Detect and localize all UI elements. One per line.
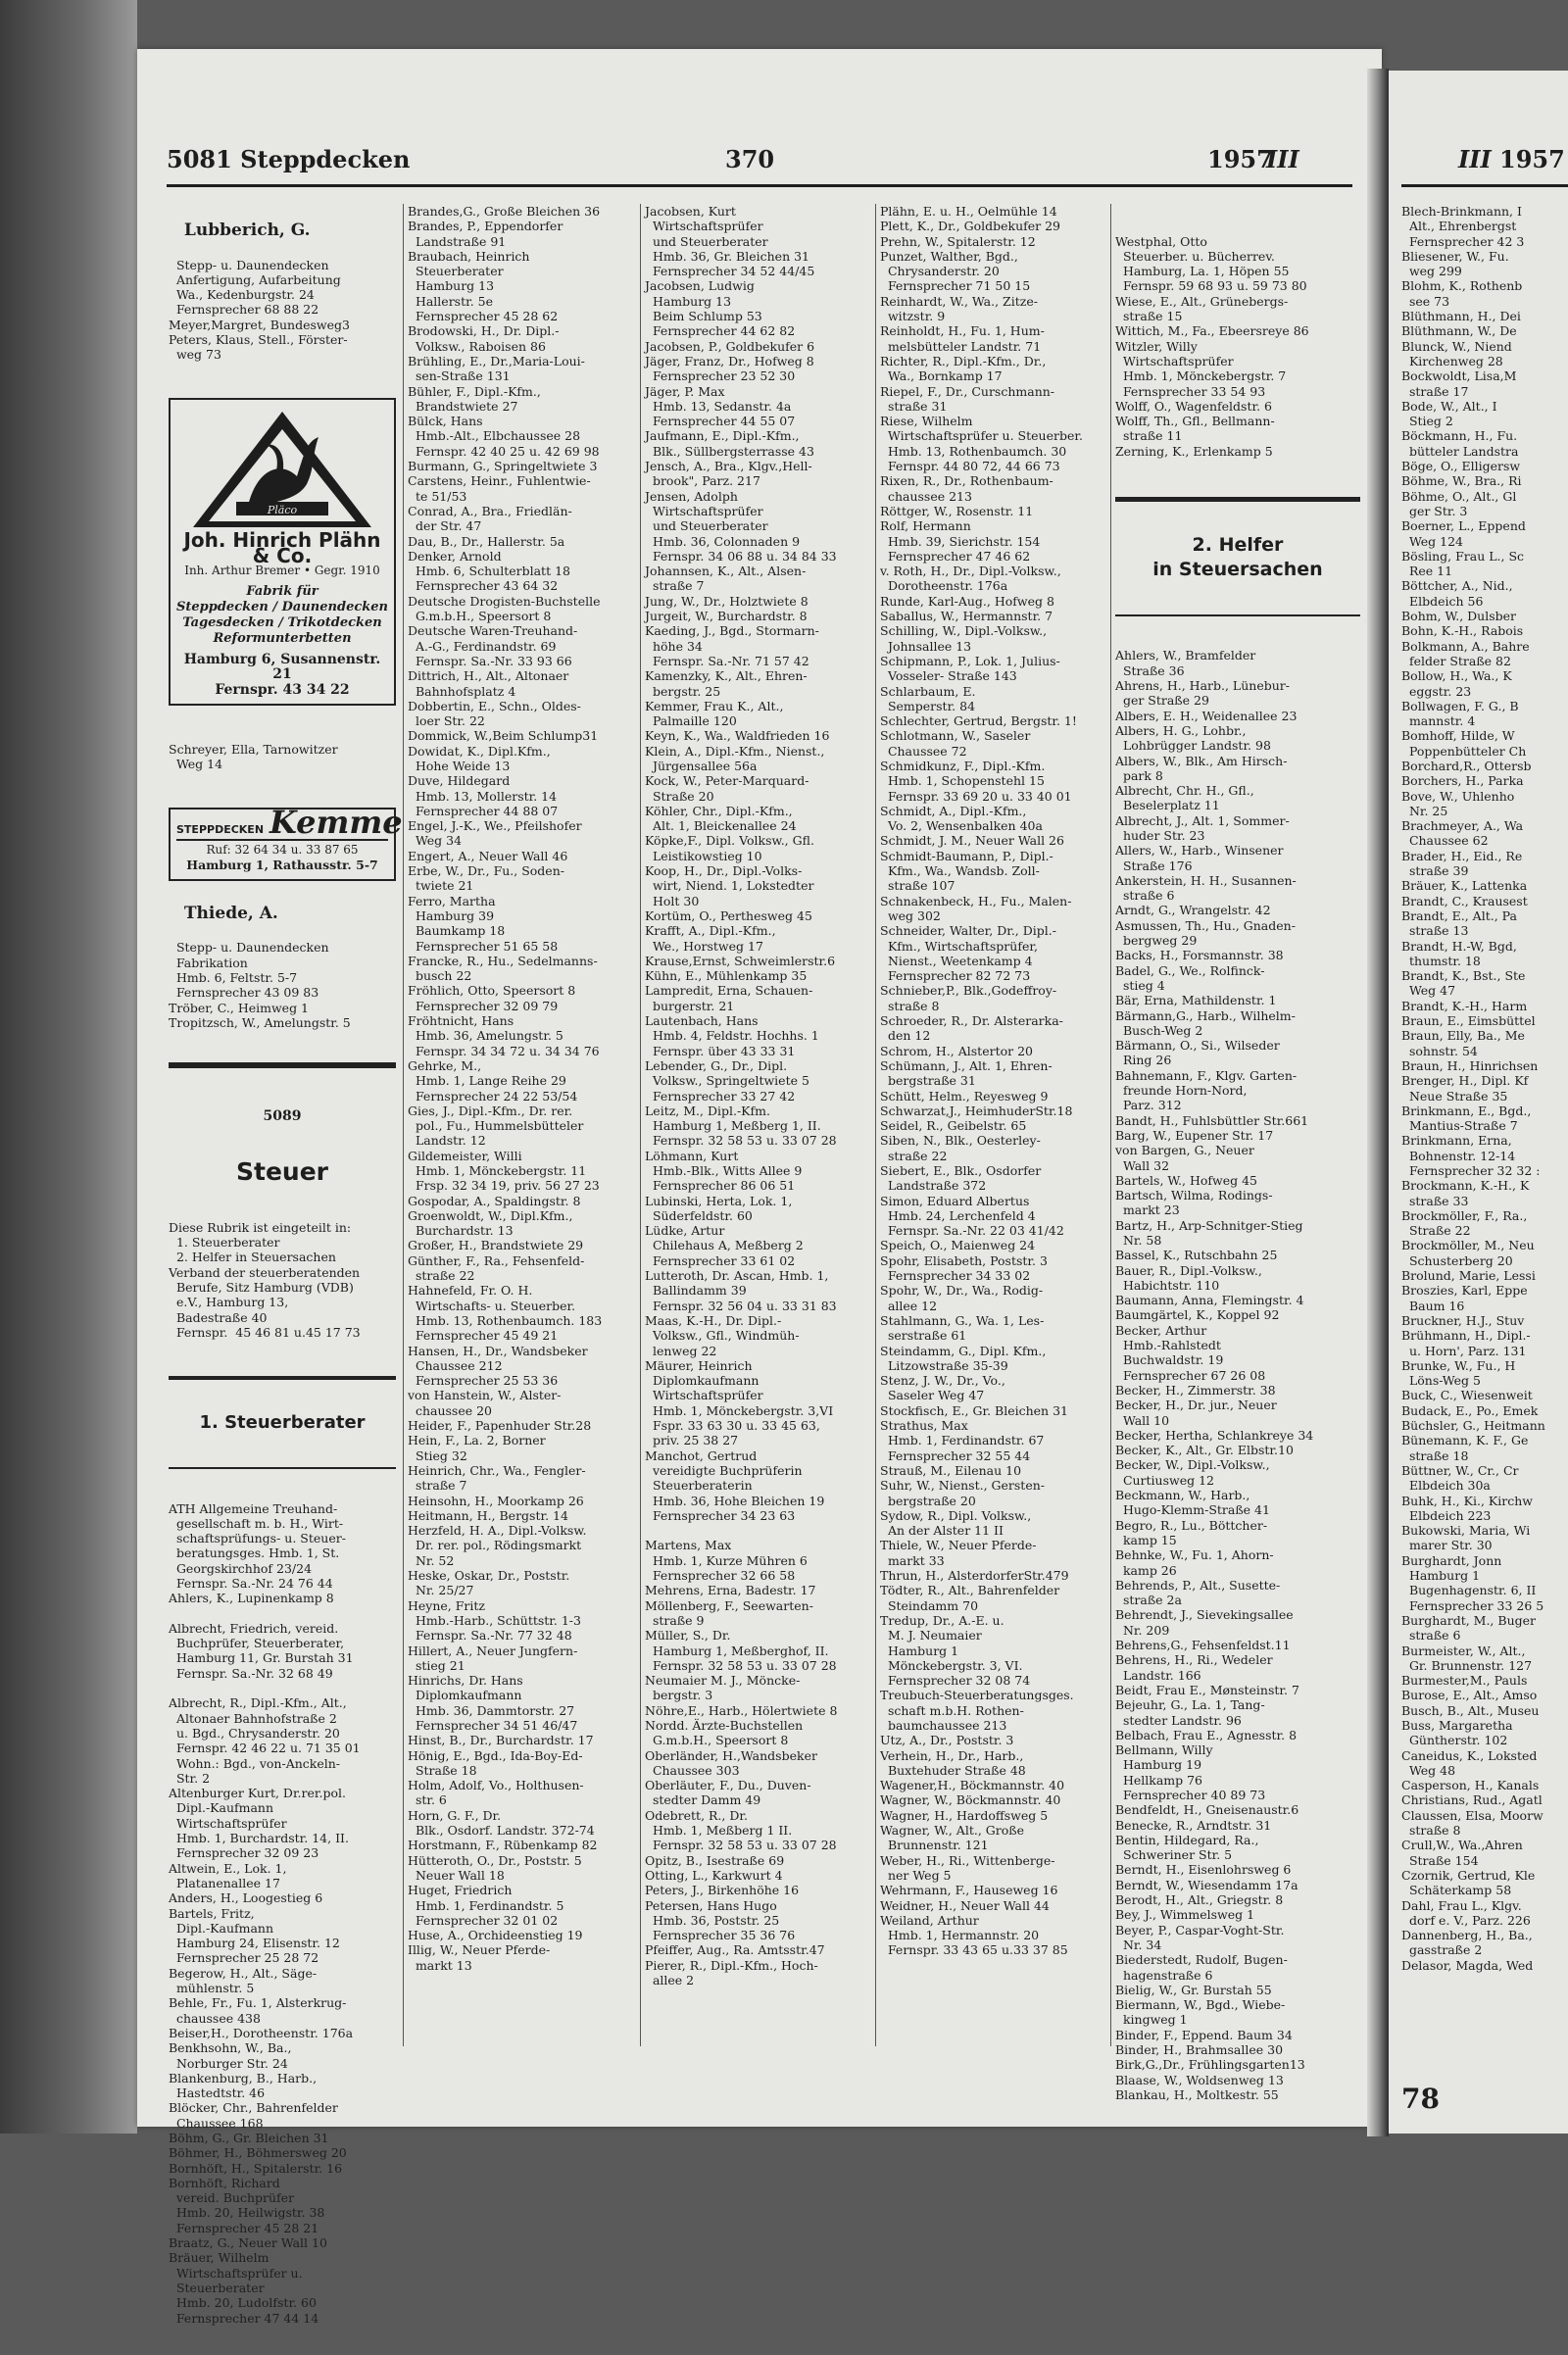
ad-kemme: [169, 803, 403, 881]
entry-thiede: Thiede, A.: [183, 904, 278, 924]
plaehn-phone: Fernspr. 43 34 22: [215, 681, 350, 698]
book-edge-shadow: [0, 0, 137, 2134]
helfer-entries: Ahlers, W., Bramfelder Straße 36 Ahrens, H., Harb., Lünebur- ger Straße 29 Albers, E. H., Weidenallee 23 Albers, H. G., Lohbr., Lohbrügger Landstr. 98 Albers, W., Blk., Am Hirsch- park 8 Albrecht, Chr. H., Gfl., Beselerplatz 11 Albrecht, J., Alt. 1, Sommer- huder Str. 23 Allers, W., Harb., Winsener Straße 176 Ankerstein, H. H., Susannen- straße 6 Arndt, G., Wrangelstr. 42 Asmussen, Th., Hu., Gnaden- bergweg 29 Backs, H., Forsmannstr. 38 Badel, G., We., Rolfinck- stieg 4 Bär, Erna, Mathildenstr. 1 Bärmann,G., Harb., Wilhelm- Busch-Weg 2 Bärmann, O., Si., Wilseder Ring 26 Bahnemann, F., Klgv. Garten- freunde Horn-Nord, Parz. 312 Bandt, H., Fuhlsbüttler Str.661 Barg, W., Eupener Str. 17 von Bargen, G., Neuer Wall 32 Bartels, W., Hofweg 45 Bartsch, Wilma, Rodings- markt 23 Bartz, H., Arp-Schnitger-Stieg Nr. 58 Bassel, K., Rutschbahn 25 Bauer, R., Dipl.-Volksw., Habichtstr. 110 Baumann, Anna, Flemingstr. 4 Baumgärtel, K., Koppel 92 Becker, Arthur Hmb.-Rahlstedt Buchwaldstr. 19 Fernsprecher 67 26 08 Becker, H., Zimmerstr. 38 Becker, H., Dr. jur., Neuer Wall 10 Becker, Hertha, Schlankreye 34 Becker, K., Alt., Gr. Elbstr.10 Becker, W., Dipl.-Volksw., Curtiusweg 12 Beckmann, W., Harb., Hugo-Klemm-Straße 41 Begro, R., Lu., Böttcher- kamp 15 Behnke, W., Fu. 1, Ahorn- kamp 26 Behrends, P., Alt., Susette- straße 2a Behrendt, J., Sievekingsallee Nr. 209 Behrens,G., Fehsenfeldst.11 Behrens, H., Ri., Wedeler Landstr. 166 Beidt, Frau E., Mønsteinstr. 7 Bejeuhr, G., La. 1, Tang- stedter Landstr. 96 Belbach, Frau E., Agnesstr. 8 Bellmann, Willy Hamburg 19 Hellkamp 76 Fernsprecher 40 89 73 Bendfeldt, H., Gneisenaustr.6 Benecke, R., Arndtstr. 31 Bentin, Hildegard, Ra., Schweriner Str. 5 Berndt, H., Eisenlohrsweg 6 Berndt, W., Wiesendamm 17a Berodt, H., Alt., Griegstr. 8 Bey, J., Wimmelsweg 1 Beyer, P., Caspar-Voght-Str. Nr. 34 Biederstedt, Rudolf, Bugen- hagenstraße 6 Bielig, W., Gr. Burstah 55 Biermann, W., Bgd., Wiebe- kingweg 1 Binder, F., Eppend. Baum 34 Binder, H., Brahmsallee 30 Birk,G.,Dr., Frühlingsgarten13 Blaase, W., Woldsenweg 13 Blankau, H., Moltkestr. 55: [1115, 648, 1314, 2102]
steuerberater-entries: ATH Allgemeine Treuhand- gesellschaft m. b. H., Wirt- schaftsprüfungs- u. Steuer- beratungsges. Hmb. 1, St. Georgskirchhof 23/24 Fernspr. Sa.-Nr. 24 76 44 Ahlers, K., Lupinenkamp 8 Albrecht, Friedrich, vereid. Buchprüfer, Steuerberater, Hamburg 11, Gr. Burstah 31 Fernspr. Sa.-Nr. 32 68 49 Albrecht, R., Dipl.-Kfm., Alt., Altonaer Bahnhofstraße 2 u. Bgd., Chrysanderstr. 20 Fernspr. 42 46 22 u. 71 35 01 Wohn.: Bgd., von-Anckeln- Str. 2 Altenburger Kurt, Dr.rer.pol. Dipl.-Kaufmann Wirtschaftsprüfer Hmb. 1, Burchardstr. 14, II. Fernsprecher 32 09 23 Altwein, E., Lok. 1, Platanenallee 17 Anders, H., Loogestieg 6 Bartels, Fritz, Dipl.-Kaufmann Hamburg 24, Elisenstr. 12 Fernsprecher 25 28 72 Begerow, H., Alt., Säge- mühlenstr. 5 Behle, Fr., Fu. 1, Alsterkrug- chaussee 438 Beiser,H., Dorotheenstr. 176a Benkhsohn, W., Ba., Norburger Str. 24 Blankenburg, B., Harb., Hastedtstr. 46 Blöcker, Chr., Bahrenfelder Chaussee 168 Böhm, G., Gr. Bleichen 31 Böhmer, H., Böhmersweg 20 Bornhöft, H., Spitalerstr. 16 Bornhöft, Richard vereid. Buchprüfer Hmb. 20, Heilwigstr. 38 Fernsprecher 45 28 21 Braatz, G., Neuer Wall 10 Bräuer, Wilhelm Wirtschaftsprüfer u. Steuerberater Hmb. 20, Ludolfstr. 60 Fernsprecher 47 44 14: [169, 1500, 361, 2326]
column-divider: [875, 204, 876, 2046]
entry-schreyer: Schreyer, Ella, Tarnowitzer Weg 14: [169, 741, 338, 771]
column-2: Brandes,G., Große Bleichen 36 Brandes, P., Eppendorfer Landstraße 91 Braubach, Heinrich Steuerberater Hamburg 13 Hallerstr. 5e Fernsprecher 45 28 62 Brodowski, H., Dr. Dipl.- Volksw., Raboisen 86 Brühling, E., Dr.,Maria-Loui- sen-Straße 131 Bühler, F., Dipl.-Kfm., Brandstwiete 27 Bülck, Hans Hmb.-Alt., Elbchaussee 28 Fernspr. 42 40 25 u. 42 69 98 Burmann, G., Springeltwiete 3 Carstens, Heinr., Fuhlentwie- te 51/53 Conrad, A., Bra., Friedlän- der Str. 47 Dau, B., Dr., Hallerstr. 5a Denker, Arnold Hmb. 6, Schulterblatt 18 Fernsprecher 43 64 32 Deutsche Drogisten-Buchstelle G.m.b.H., Speersort 8 Deutsche Waren-Treuhand- A.-G., Ferdinandstr. 69 Fernspr. Sa.-Nr. 33 93 66 Dittrich, H., Alt., Altonaer Bahnhofsplatz 4 Dobbertin, E., Schn., Oldes- loer Str. 22 Dommick, W.,Beim Schlump31 Dowidat, K., Dipl.Kfm., Hohe Weide 13 Duve, Hildegard Hmb. 13, Mollerstr. 14 Fernsprecher 44 88 07 Engel, J.-K., We., Pfeilshofer Weg 34 Engert, A., Neuer Wall 46 Erbe, W., Dr., Fu., Soden- twiete 21 Ferro, Martha Hamburg 39 Baumkamp 18 Fernsprecher 51 65 58 Francke, R., Hu., Sedelmanns- busch 22 Fröhlich, Otto, Speersort 8 Fernsprecher 32 09 79 Fröhtnicht, Hans Hmb. 36, Amelungstr. 5 Fernspr. 34 34 72 u. 34 34 76 Gehrke, M., Hmb. 1, Lange Reihe 29 Fernsprecher 24 22 53/54 Gies, J., Dipl.-Kfm., Dr. rer. pol., Fu., Hummelsbütteler Landstr. 12 Gildemeister, Willi Hmb. 1, Mönckebergstr. 11 Frsp. 32 34 19, priv. 56 27 23 Gospodar, A., Spaldingstr. 8 Groenwoldt, W., Dipl.Kfm., Burchardstr. 13 Großer, H., Brandstwiete 29 Günther, F., Ra., Fehsenfeld- straße 22 Hahnefeld, Fr. O. H. Wirtschafts- u. Steuerber. Hmb. 13, Rothenbaumch. 183 Fernsprecher 45 49 21 Hansen, H., Dr., Wandsbeker Chaussee 212 Fernsprecher 25 53 36 von Hanstein, W., Alster- chaussee 20 Heider, F., Papenhuder Str.28 Hein, F., La. 2, Borner Stieg 32 Heinrich, Chr., Wa., Fengler- straße 7 Heinsohn, H., Moorkamp 26 Heitmann, H., Bergstr. 14 Herzfeld, H. A., Dipl.-Volksw. Dr. rer. pol., Rödingsmarkt Nr. 52 Heske, Oskar, Dr., Poststr. Nr. 25/27 Heyne, Fritz Hmb.-Harb., Schüttstr. 1-3 Fernspr. Sa.-Nr. 77 32 48 Hillert, A., Neuer Jungfern- stieg 21 Hinrichs, Dr. Hans Diplomkaufmann Hmb. 36, Dammtorstr. 27 Fernsprecher 34 51 46/47 Hinst, B., Dr., Burchardstr. 17 Hönig, E., Bgd., Ida-Boy-Ed- Straße 18 Holm, Adolf, Vo., Holthusen- str. 6 Horn, G. F., Dr. Blk., Osdorf. Landstr. 372-74 Horstmann, F., Rübenkamp 82 Hütteroth, O., Dr., Poststr. 5 Neuer Wall 18 Huget, Friedrich Hmb. 1, Ferdinandstr. 5 Fernsprecher 32 01 02 Huse, A., Orchideenstieg 19 Illig, W., Neuer Pferde- markt 13: [408, 204, 603, 1973]
plaehn-logo: [176, 406, 388, 533]
kemme-phone: Ruf: 32 64 34 u. 33 87 65: [206, 843, 359, 858]
column-divider: [403, 204, 404, 2046]
right-page-column: Blech-Brinkmann, I Alt., Ehrenbergst Fernsprecher 42 3 Bliesener, W., Fu. weg 299 Blohm, K., Rothenb see 73 Blüthmann, H., Dei Blüthmann, W., De Blunck, W., Niend Kirchenweg 28 Bockwoldt, Lisa,M straße 17 Bode, W., Alt., I Stieg 2 Böckmann, H., Fu. bütteler Landstra Böge, O., Elligersw Böhme, W., Bra., Ri Böhme, O., Alt., Gl ger Str. 3 Boerner, L., Eppend Weg 124 Bösling, Frau L., Sc Ree 11 Böttcher, A., Nid., Elbdeich 56 Bohm, W., Dulsber Bohn, K.-H., Rabois Bolkmann, A., Bahre felder Straße 82 Bollow, H., Wa., K eggstr. 23 Bollwagen, F. G., B mannstr. 4 Bomhoff, Hilde, W Poppenbütteler Ch Borchard,R., Ottersb Borchers, H., Parka Bove, W., Uhlenho Nr. 25 Brachmeyer, A., Wa Chaussee 62 Brader, H., Eid., Re straße 39 Bräuer, K., Lattenka Brandt, C., Krausest Brandt, E., Alt., Pa straße 13 Brandt, H.-W, Bgd, thumstr. 18 Brandt, K., Bst., Ste Weg 47 Brandt, K.-H., Harm Braun, E., Eimsbüttel Braun, Elly, Ba., Me sohnstr. 54 Braun, H., Hinrichsen Brenger, H., Dipl. Kf Neue Straße 35 Brinkmann, E., Bgd., Mantius-Straße 7 Brinkmann, Erna, Bohnenstr. 12-14 Fernsprecher 32 32 : Brockmann, K.-H., K straße 33 Brockmöller, F., Ra., Straße 22 Brockmöller, M., Neu Schusterberg 20 Brolund, Marie, Lessi Broszies, Karl, Eppe Baum 16 Bruckner, H.J., Stuv Brühmann, H., Dipl.- u. Horn', Parz. 131 Brunke, W., Fu., H Löns-Weg 5 Buck, C., Wiesenweit Budack, E., Po., Emek Büchsler, G., Heitmann Bünemann, K. F., Ge straße 18 Büttner, W., Cr., Cr Elbdeich 30a Buhk, H., Ki., Kirchw Elbdeich 223 Bukowski, Maria, Wi marer Str. 30 Burghardt, Jonn Hamburg 1 Bugenhagenstr. 6, II Fernsprecher 33 26 5 Burghardt, M., Buger straße 6 Burmeister, W., Alt., Gr. Brunnenstr. 127 Burmester,M., Pauls Burose, E., Alt., Amso Busch, B., Alt., Museu Buss, Margaretha Güntherstr. 102 Caneidus, K., Loksted Weg 48 Casperson, H., Kanals Christians, Rud., Agatl Claussen, Elsa, Moorw straße 8 Crull,W., Wa.,Ahren Straße 154 Czornik, Gertrud, Kle Schäterkamp 58 Dahl, Frau L., Klgv. dorf e. V., Parz. 226 Dannenberg, H., Ba., gasstraße 2 Delasor, Magda, Wed: [1401, 204, 1545, 1973]
ad-plaehn: [169, 398, 396, 706]
subsection-rule: [1115, 497, 1360, 502]
column-4: Plähn, E. u. H., Oelmühle 14 Plett, K., Dr., Goldbekufer 29 Prehn, W., Spitalerstr. 12 Punzet, Walther, Bgd., Chrysanderstr. 20 Fernsprecher 71 50 15 Reinhardt, W., Wa., Zitze- witzstr. 9 Reinholdt, H., Fu. 1, Hum- melsbütteler Landstr. 71 Richter, R., Dipl.-Kfm., Dr., Wa., Bornkamp 17 Riepel, F., Dr., Curschmann- straße 31 Riese, Wilhelm Wirtschaftsprüfer u. Steuerber. Hmb. 13, Rothenbaumch. 30 Fernspr. 44 80 72, 44 66 73 Rixen, R., Dr., Rothenbaum- chaussee 213 Röttger, W., Rosenstr. 11 Rolf, Hermann Hmb. 39, Sierichstr. 154 Fernsprecher 47 46 62 v. Roth, H., Dr., Dipl.-Volksw., Dorotheenstr. 176a Runde, Karl-Aug., Hofweg 8 Saballus, W., Hermannstr. 7 Schilling, W., Dipl.-Volksw., Johnsallee 13 Schipmann, P., Lok. 1, Julius- Vosseler- Straße 143 Schlarbaum, E. Semperstr. 84 Schlechter, Gertrud, Bergstr. 1! Schlotmann, W., Saseler Chaussee 72 Schmidkunz, F., Dipl.-Kfm. Hmb. 1, Schopenstehl 15 Fernspr. 33 69 20 u. 33 40 01 Schmidt, A., Dipl.-Kfm., Vo. 2, Wensenbalken 40a Schmidt, J. M., Neuer Wall 26 Schmidt-Baumann, P., Dipl.- Kfm., Wa., Wandsb. Zoll- straße 107 Schnakenbeck, H., Fu., Malen- weg 302 Schneider, Walter, Dr., Dipl.- Kfm., Wirtschaftsprüfer, Nienst., Weetenkamp 4 Fernsprecher 82 72 73 Schnieber,P., Blk.,Godeffroy- straße 8 Schroeder, R., Dr. Alsterarka- den 12 Schrom, H., Alstertor 20 Schümann, J., Alt. 1, Ehren- bergstraße 31 Schütt, Helm., Reyesweg 9 Schwarzat,J., HeimhuderStr.18 Seidel, R., Geibelstr. 65 Siben, N., Blk., Oesterley- straße 22 Siebert, E., Blk., Osdorfer Landstraße 372 Simon, Eduard Albertus Hmb. 24, Lerchenfeld 4 Fernspr. Sa.-Nr. 22 03 41/42 Speich, O., Maienweg 24 Spohr, Elisabeth, Poststr. 3 Fernsprecher 34 33 02 Spohr, W., Dr., Wa., Rodig- allee 12 Stahlmann, G., Wa. 1, Les- serstraße 61 Steindamm, G., Dipl. Kfm., Litzowstraße 35-39 Stenz, J. W., Dr., Vo., Saseler Weg 47 Stockfisch, E., Gr. Bleichen 31 Strathus, Max Hmb. 1, Ferdinandstr. 67 Fernsprecher 32 55 44 Strauß, M., Eilenau 10 Suhr, W., Nienst., Gersten- bergstraße 20 Sydow, R., Dipl. Volksw., An der Alster 11 II Thiele, W., Neuer Pferde- markt 33 Thrun, H., AlsterdorferStr.479 Tödter, R., Alt., Bahrenfelder Steindamm 70 Tredup, Dr., A.-E. u. M. J. Neumaier Hamburg 1 Mönckebergstr. 3, VI. Fernsprecher 32 08 74 Treubuch-Steuerberatungsges. schaft m.b.H. Rothen- baumchaussee 213 Utz, A., Dr., Poststr. 3 Verhein, H., Dr., Harb., Buxtehuder Straße 48 Wagener,H., Böckmannstr. 40 Wagner, W., Böckmannstr. 40 Wagner, H., Hardoffsweg 5 Wagner, W., Alt., Große Brunnenstr. 121 Weber, H., Ri., Wittenberge- ner Weg 5 Wehrmann, F., Hauseweg 16 Weidner, H., Neuer Wall 44 Weiland, Arthur Hmb. 1, Hermannstr. 20 Fernspr. 33 43 65 u.33 37 85: [880, 204, 1083, 1958]
page-mark: 78: [1401, 2083, 1440, 2115]
plaehn-address: Hamburg 6, Susannenstr. 21: [183, 652, 381, 683]
kemme-brand: STEPPDECKEN: [176, 822, 265, 836]
subsection-steuerberater: 1. Steuerberater: [199, 1412, 366, 1434]
section-code: 5089: [263, 1108, 302, 1125]
entry-lines-top: Stepp- u. Daunendecken Anfertigung, Aufarbeitung Wa., Kedenburgstr. 24 Fernsprecher 68 88 22 Meyer,Margret, Bundesweg3 Peters, Klaus, Stell., Förster- weg 73: [169, 257, 350, 363]
year-left: 1957: [1207, 145, 1273, 173]
column-5: [1115, 204, 1360, 2133]
plaehn-products: Fabrik für Steppdecken / Daunendecken Tagesdecken / Trikotdecken Reformunterbetten: [176, 584, 388, 647]
kemme-address: Hamburg 1, Rathausstr. 5-7: [186, 858, 378, 873]
column-3: Jacobsen, Kurt Wirtschaftsprüfer und Steuerberater Hmb. 36, Gr. Bleichen 31 Fernsprecher 34 52 44/45 Jacobsen, Ludwig Hamburg 13 Beim Schlump 53 Fernsprecher 44 62 82 Jacobsen, P., Goldbekufer 6 Jäger, Franz, Dr., Hofweg 8 Fernsprecher 23 52 30 Jäger, P. Max Hmb. 13, Sedanstr. 4a Fernsprecher 44 55 07 Jaufmann, E., Dipl.-Kfm., Blk., Süllbergsterrasse 43 Jensch, A., Bra., Klgv.,Hell- brook", Parz. 217 Jensen, Adolph Wirtschaftsprüfer und Steuerberater Hmb. 36, Colonnaden 9 Fernspr. 34 06 88 u. 34 84 33 Johannsen, K., Alt., Alsen- straße 7 Jung, W., Dr., Holztwiete 8 Jurgeit, W., Burchardstr. 8 Kaeding, J., Bgd., Stormarn- höhe 34 Fernspr. Sa.-Nr. 71 57 42 Kamenzky, K., Alt., Ehren- bergstr. 25 Kemmer, Frau K., Alt., Palmaille 120 Keyn, K., Wa., Waldfrieden 16 Klein, A., Dipl.-Kfm., Nienst., Jürgensallee 56a Kock, W., Peter-Marquard- Straße 20 Köhler, Chr., Dipl.-Kfm., Alt. 1, Bleickenallee 24 Köpke,F., Dipl. Volksw., Gfl. Leistikowstieg 10 Koop, H., Dr., Dipl.-Volks- wirt, Niend. 1, Lokstedter Holt 30 Kortüm, O., Perthesweg 45 Krafft, A., Dipl.-Kfm., We., Horstweg 17 Krause,Ernst, Schweimlerstr.6 Kühn, E., Mühlenkamp 35 Lampredit, Erna, Schauen- burgerstr. 21 Lautenbach, Hans Hmb. 4, Feldstr. Hochhs. 1 Fernspr. über 43 33 31 Lebender, G., Dr., Dipl. Volksw., Springeltwiete 5 Fernsprecher 33 27 42 Leitz, M., Dipl.-Kfm. Hamburg 1, Meßberg 1, II. Fernspr. 32 58 53 u. 33 07 28 Löhmann, Kurt Hmb.-Blk., Witts Allee 9 Fernsprecher 86 06 51 Lubinski, Herta, Lok. 1, Süderfeldstr. 60 Lüdke, Artur Chilehaus A, Meßberg 2 Fernsprecher 33 61 02 Lutteroth, Dr. Ascan, Hmb. 1, Ballindamm 39 Fernspr. 32 56 04 u. 33 31 83 Maas, K.-H., Dr. Dipl.- Volksw., Gfl., Windmüh- lenweg 22 Mäurer, Heinrich Diplomkaufmann Wirtschaftsprüfer Hmb. 1, Mönckebergstr. 3,VI Fspr. 33 63 30 u. 33 45 63, priv. 25 38 27 Manchot, Gertrud vereidigte Buchprüferin Steuerberaterin Hmb. 36, Hohe Bleichen 19 Fernsprecher 34 23 63 Martens, Max Hmb. 1, Kurze Mühren 6 Fernsprecher 32 66 58 Mehrens, Erna, Badestr. 17 Möllenberg, F., Seewarten- straße 9 Müller, S., Dr. Hamburg 1, Meßberghof, II. Fernspr. 32 58 53 u. 33 07 28 Neumaier M. J., Möncke- bergstr. 3 Nöhre,E., Harb., Hölertwiete 8 Nordd. Ärzte-Buchstellen G.m.b.H., Speersort 8 Oberländer, H.,Wandsbeker Chaussee 303 Oberläuter, F., Du., Duven- stedter Damm 49 Odebrett, R., Dr. Hmb. 1, Meßberg 1 II. Fernspr. 32 58 53 u. 33 07 28 Opitz, B., Isestraße 69 Otting, L., Karkwurt 4 Peters, J., Birkenhöhe 16 Petersen, Hans Hugo Hmb. 36, Poststr. 25 Fernsprecher 35 36 76 Pfeiffer, Aug., Ra. Amtsstr.47 Pierer, R., Dipl.-Kfm., Hoch- allee 2: [645, 204, 838, 1988]
section-header: 5081 Steppdecken: [167, 145, 411, 173]
subsection-rule: [169, 1467, 396, 1469]
section-rule: [169, 1062, 396, 1068]
svg-text:Pläco: Pläco: [267, 504, 298, 517]
section-title-steuer: Steuer: [236, 1157, 328, 1187]
column-divider: [640, 204, 641, 2046]
entry-lubberich: Lubberich, G.: [183, 221, 311, 241]
kemme-wordmark: Kemme: [270, 803, 403, 841]
bird-logo-icon: [189, 408, 375, 531]
column-divider: [1110, 204, 1111, 2046]
header-rule-right: [1401, 184, 1568, 187]
year-right: 1957: [1499, 145, 1565, 173]
column-1: [169, 204, 403, 2355]
entry-thiede-lines: Stepp- u. Daunendecken Fabrikation Hmb. 6, Feltstr. 5-7 Fernsprecher 43 09 83 Tröber, C., Heimweg 1 Tropitzsch, W., Amelungstr. 5: [169, 940, 351, 1030]
subsection-rule: [169, 1376, 396, 1380]
subsection-helfer: 2. Helfer in Steuersachen: [1152, 534, 1323, 581]
volume-right: III: [1458, 145, 1492, 173]
section-intro: Diese Rubrik ist eingeteilt in: 1. Steuerberater 2. Helfer in Steuersachen Verband der steuerberatenden Berufe, Sitz Hamburg (VDB) e.V., Hamburg 13, Badestraße 40 Fernspr. 45 46 81 u.45 17 73: [169, 1219, 361, 1340]
plaehn-owner: Inh. Arthur Bremer • Gegr. 1910: [184, 563, 380, 577]
book-gutter: [1367, 69, 1389, 2136]
subsection-rule: [1115, 614, 1360, 616]
volume-left: III: [1266, 145, 1299, 173]
header-rule: [167, 184, 1352, 187]
steuerberater-entries-end: Westphal, Otto Steuerber. u. Bücherrev. Hamburg, La. 1, Höpen 55 Fernspr. 59 68 93 u. 59 73 80 Wiese, E., Alt., Grünebergs- straße 15 Wittich, M., Fa., Ebeersreye 86 Witzler, Willy Wirtschaftsprüfer Hmb. 1, Mönckebergstr. 7 Fernsprecher 33 54 93 Wolff, O., Wagenfeldstr. 6 Wolff, Th., Gfl., Bellmann- straße 11 Zerning, K., Erlenkamp 5: [1115, 233, 1309, 459]
plaehn-name: Joh. Hinrich Plähn & Co.: [183, 528, 381, 567]
kemme-logo: [176, 803, 403, 841]
page-number: 370: [725, 145, 775, 173]
